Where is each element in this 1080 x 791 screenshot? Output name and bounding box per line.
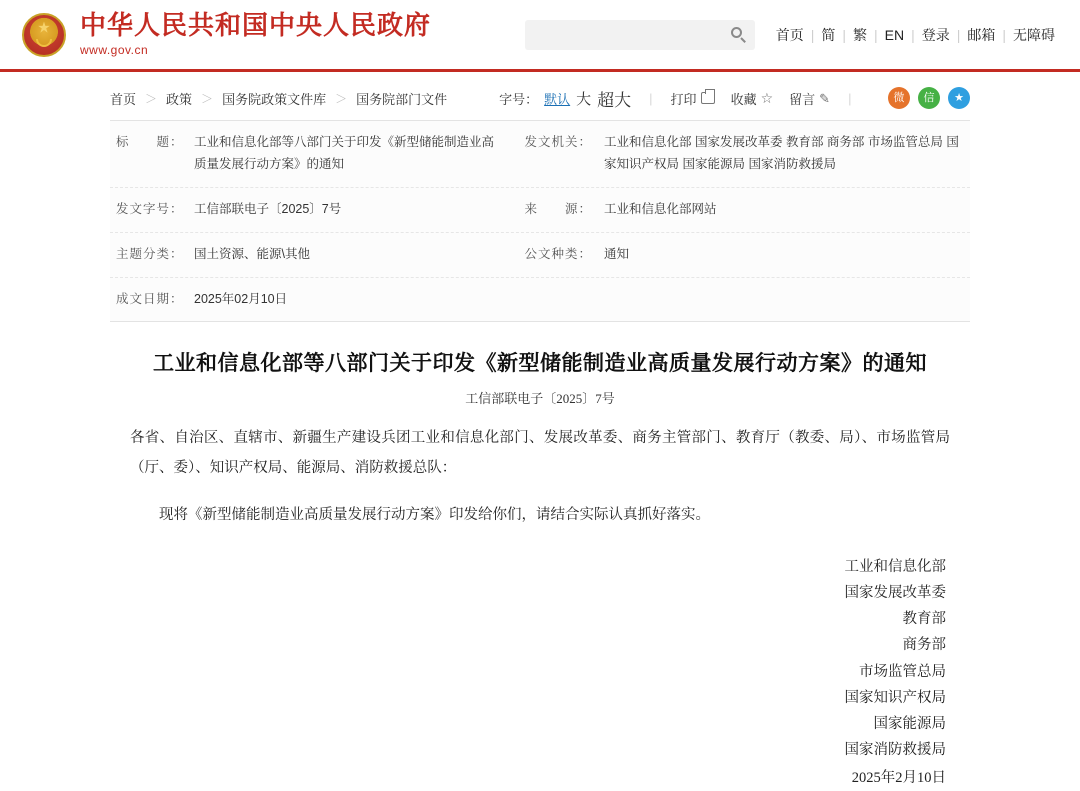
signature-line: 国家能源局 — [873, 715, 946, 732]
meta-row — [110, 233, 970, 278]
meta-value-date: 2025年02月10日 — [194, 291, 288, 306]
national-emblem-icon: ★ — [18, 9, 70, 61]
search-input[interactable] — [533, 26, 730, 43]
breadcrumb — [110, 76, 970, 120]
site-brand[interactable] — [80, 12, 431, 58]
meta-label-category: 主题分类： — [116, 246, 184, 261]
breadcrumb-separator: ＞ — [335, 91, 348, 106]
meta-label-issuer: 发文机关： — [524, 135, 592, 149]
nav-separator: | — [1002, 26, 1006, 43]
meta-row — [110, 188, 970, 233]
star-icon: ☆ — [760, 90, 774, 106]
nav-separator: | — [911, 26, 915, 43]
search-icon[interactable] — [730, 26, 747, 43]
meta-label-title: 标 题： — [116, 135, 184, 149]
meta-label-date: 成文日期： — [116, 291, 184, 306]
nav-item-mail[interactable]: 邮箱 — [967, 26, 996, 43]
meta-label-source: 来 源： — [524, 201, 592, 216]
meta-label-docnumber: 发文字号： — [116, 201, 184, 216]
top-nav — [769, 25, 1062, 45]
nav-item-accessibility[interactable]: 无障碍 — [1013, 26, 1055, 43]
favorite-share-icon[interactable]: ★ — [948, 87, 970, 109]
signature-line: 工业和信息化部 — [844, 559, 946, 576]
nav-separator: | — [810, 26, 815, 43]
nav-separator: | — [956, 26, 961, 43]
signature-line: 市场监管总局 — [859, 663, 946, 680]
signature-line: 国家发展改革委 — [844, 585, 946, 602]
nav-separator: | — [873, 26, 878, 43]
favorite-label: 收藏 — [730, 91, 757, 107]
page-title: 工业和信息化部等八部门关于印发《新型储能制造业高质量发展行动方案》的通知 — [153, 351, 927, 376]
meta-value-docnumber: 工信部联电子〔2025〕7号 — [194, 201, 342, 216]
nav-item-simplified[interactable]: 简 — [821, 26, 836, 43]
nav-item-traditional[interactable]: 繁 — [852, 26, 867, 43]
printer-icon — [701, 92, 715, 104]
document-body — [130, 322, 950, 791]
site-title: 中华人民共和国中央人民政府 — [80, 10, 432, 40]
meta-value-title: 工业和信息化部等八部门关于印发《新型储能制造业高质量发展行动方案》的通知 — [194, 135, 495, 171]
signature-line: 教育部 — [902, 611, 946, 628]
print-label: 打印 — [670, 91, 697, 107]
signature-line: 国家消防救援局 — [844, 741, 946, 758]
page-body — [0, 76, 1080, 791]
breadcrumb-item-policy[interactable]: 政策 — [166, 91, 193, 107]
breadcrumb-item-department-docs[interactable]: 国务院部门文件 — [356, 91, 448, 107]
meta-value-category: 国土资源、能源\其他 — [194, 246, 310, 261]
document-number: 工信部联电子〔2025〕7号 — [465, 390, 615, 406]
nav-item-home[interactable]: 首页 — [775, 26, 804, 43]
search-box[interactable] — [525, 20, 755, 50]
document-paragraph: 现将《新型储能制造业高质量发展行动方案》印发给你们，请结合实际认真抓好落实。 — [159, 506, 710, 523]
fontsize-extra-large-button[interactable]: 超大 — [597, 90, 632, 110]
breadcrumb-item-policy-library[interactable]: 国务院政策文件库 — [222, 91, 327, 107]
meta-value-issuer: 工业和信息化部 国家发展改革委 教育部 商务部 市场监管总局 国家知识产权局 国家能源局 国家消防救援局 — [604, 135, 959, 171]
document-meta-table — [110, 120, 970, 322]
site-header — [0, 0, 1080, 72]
toolbar — [499, 86, 863, 111]
nav-item-login[interactable]: 登录 — [921, 26, 950, 43]
meta-row — [110, 121, 970, 188]
meta-label-doctype: 公文种类： — [524, 246, 592, 261]
breadcrumb-separator: ＞ — [145, 91, 158, 106]
meta-value-doctype: 通知 — [604, 246, 630, 261]
toolbar-divider: | — [848, 90, 852, 106]
nav-separator: | — [842, 26, 846, 43]
signature-date: 2025年2月10日 — [851, 769, 946, 786]
wechat-share-icon[interactable]: 信 — [918, 87, 940, 109]
pen-icon: ✎ — [819, 90, 831, 106]
fontsize-default-button[interactable]: 默认 — [544, 91, 571, 107]
toolbar-divider: | — [649, 90, 653, 106]
favorite-button[interactable] — [731, 89, 774, 108]
print-button[interactable] — [671, 89, 715, 108]
comment-button[interactable] — [789, 89, 830, 108]
share-group — [888, 87, 970, 109]
fontsize-large-button[interactable]: 大 — [576, 90, 592, 108]
fontsize-label: 字号： — [499, 91, 539, 107]
meta-row — [110, 278, 970, 322]
header-right — [525, 20, 1062, 50]
signature-line: 商务部 — [902, 637, 946, 654]
comment-label: 留言 — [789, 91, 816, 107]
breadcrumb-separator: ＞ — [201, 91, 214, 106]
document-signatures — [130, 554, 950, 791]
meta-value-source: 工业和信息化部网站 — [604, 201, 717, 216]
signature-line: 国家知识产权局 — [844, 689, 946, 706]
site-domain: www.gov.cn — [80, 43, 149, 58]
content-inner — [110, 76, 970, 120]
document-paragraph: 各省、自治区、直辖市、新疆生产建设兵团工业和信息化部门、发展改革委、商务主管部门、教育厅（教委、局）、市场监管局（厅、委）、知识产权局、能源局、消防救援总队： — [130, 429, 950, 477]
weibo-share-icon[interactable]: 微 — [888, 87, 910, 109]
breadcrumb-item-home[interactable]: 首页 — [110, 91, 137, 107]
nav-item-english[interactable]: EN — [884, 26, 905, 43]
